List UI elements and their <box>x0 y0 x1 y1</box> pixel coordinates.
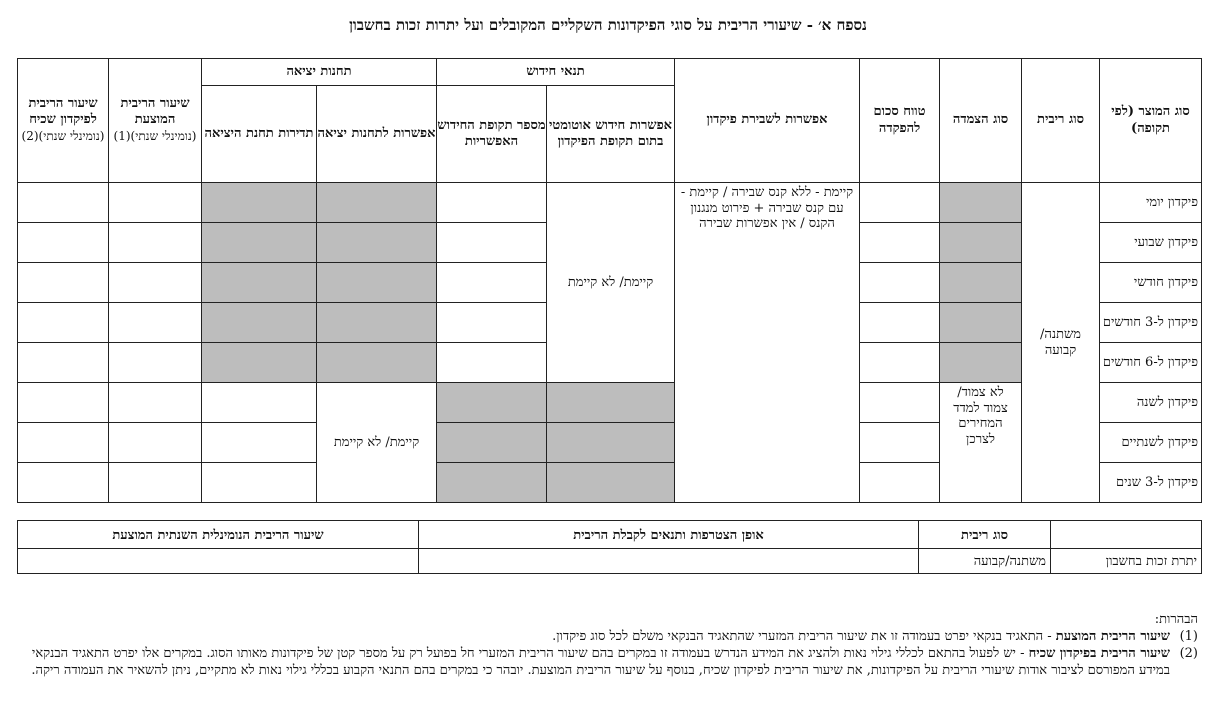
cell-linkage-value: לא צמוד/ צמוד למדד המחירים לצרכן <box>940 383 1022 503</box>
cell-exit-option <box>317 223 437 263</box>
cell-renewal-value: קיימת/ לא קיימת <box>547 183 675 383</box>
note-term: שיעור הריבית המוצעת <box>1055 628 1170 644</box>
header-break-option: אפשרות לשבירת פיקדון <box>675 59 860 183</box>
cell-product: פיקדון ל-6 חודשים <box>1100 343 1202 383</box>
page-title: נספח א׳ - שיעורי הריבית על סוגי הפיקדונות השקליים המקובלים ועל יתרות זכות בחשבון <box>349 16 867 34</box>
cell-exit-frequency <box>202 343 317 383</box>
cell-offered-rate <box>109 223 202 263</box>
cell-renewal-count <box>437 423 547 463</box>
note-number: (2) <box>1179 645 1198 661</box>
header-linkage: סוג הצמדה <box>940 59 1022 183</box>
table-row <box>18 183 1202 223</box>
cell-renewal-count <box>437 383 547 423</box>
header-renewal-count: מספר תקופת החידוש האפשריות <box>437 86 547 183</box>
header-interest-type: סוג ריבית <box>1022 59 1100 183</box>
note-text <box>3 646 1170 680</box>
cell-fixed-rate <box>18 223 109 263</box>
cell-deposit-range <box>860 423 940 463</box>
note-2 <box>3 646 1198 680</box>
cell-linkage <box>940 183 1022 223</box>
note-term: שיעור הריבית בפיקדון שכיח <box>1028 645 1170 661</box>
cell-exit-option <box>317 263 437 303</box>
cell-join-terms <box>419 549 919 574</box>
table-row <box>18 549 1202 574</box>
cell-exit-frequency <box>202 183 317 223</box>
cell-fixed-rate <box>18 463 109 503</box>
cell-renewal-auto <box>547 383 675 423</box>
cell-renewal-count <box>437 223 547 263</box>
clarifications <box>3 612 1198 680</box>
clarifications-heading: הבהרות: <box>1154 612 1198 627</box>
header-exit-frequency: תדירות תחנת היציאה <box>202 86 317 183</box>
cell-renewal-auto <box>547 423 675 463</box>
note-body: - התאגיד בנקאי יפרט בעמודה זו את שיעור הריבית המזערי שהתאגיד הבנקאי משלם לכל סוג פיקדון. <box>552 628 1056 644</box>
cell-fixed-rate <box>18 423 109 463</box>
cell-deposit-range <box>860 383 940 423</box>
cell-fixed-rate <box>18 383 109 423</box>
header-renewal-group: תנאי חידוש <box>437 59 675 86</box>
cell-deposit-range <box>860 303 940 343</box>
cell-exit-option <box>317 343 437 383</box>
cell-offered-rate <box>109 383 202 423</box>
cell-exit-frequency <box>202 303 317 343</box>
cell-renewal-auto <box>547 463 675 503</box>
cell-fixed-rate <box>18 263 109 303</box>
cell-exit-frequency <box>202 383 317 423</box>
cell-linkage <box>940 303 1022 343</box>
cell-offered-rate <box>109 343 202 383</box>
cell-offered-rate <box>109 423 202 463</box>
cell-exit-option <box>317 183 437 223</box>
cell-offered-rate <box>109 183 202 223</box>
cell-renewal-count <box>437 183 547 223</box>
cell-linkage <box>940 223 1022 263</box>
cell-product: פיקדון יומי <box>1100 183 1202 223</box>
cell-renewal-count <box>437 303 547 343</box>
cell-deposit-range <box>860 343 940 383</box>
cell-renewal-count <box>437 343 547 383</box>
cell-offered-rate <box>109 263 202 303</box>
cell-exit-frequency <box>202 223 317 263</box>
cell-product: פיקדון חודשי <box>1100 263 1202 303</box>
cell-exit-option <box>317 303 437 343</box>
header-fixed-rate: שיעור הריבית לפיקדון שכיח (נומינלי שנתי)(2) <box>18 59 109 183</box>
header-deposit-range: טווח סכום להפקדה <box>860 59 940 183</box>
cell-linkage <box>940 263 1022 303</box>
header-offered-rate: שיעור הריבית המוצעת (נומינלי שנתי)(1) <box>109 59 202 183</box>
cell-fixed-rate <box>18 303 109 343</box>
cell-renewal-count <box>437 263 547 303</box>
interest-rates-table <box>17 58 1202 503</box>
header-nominal-rate: שיעור הריבית הנומינלית השנתית המוצעת <box>18 521 419 549</box>
header-join-terms: אופן הצטרפות ותנאים לקבלת הריבית <box>419 521 919 549</box>
cell-deposit-range <box>860 223 940 263</box>
cell-interest-type-value: משתנה/ קבועה <box>1022 183 1100 503</box>
cell-exit-frequency <box>202 263 317 303</box>
note-1 <box>3 629 1198 646</box>
cell-balance-label: יתרת זכות בחשבון <box>1051 549 1202 574</box>
cell-renewal-count <box>437 463 547 503</box>
note-text <box>3 629 1170 646</box>
cell-offered-rate <box>109 463 202 503</box>
header-exit-option: אפשרות לתחנות יציאה <box>317 86 437 183</box>
note-body: - יש לפעול בהתאם לכללי גילוי נאות ולהציג את המידע הנדרש בעמודה זו במקרים בהם שיעור הריבית המזערי חל בפועל רק על מספר קטן של פיקדונות מאותו הסוג. במקרים אלו יפרט התאגיד הבנקאי במידע המפורסם לציבור אודות שיעורי הריבית על הפיקדונות, את שיעור הריבית לפיקדון שכיח, בנוסף על שיעור הריבית המוצעת. יובהר כי במקרים בהם התנאי הקבוע בכללי גילוי נאות לא מתקיים, ניתן להשאיר את העמודה ריקה. <box>31 645 1170 678</box>
header-blank <box>1051 521 1202 549</box>
cell-break-value: קיימת - ללא קנס שבירה / קיימת - עם קנס שבירה + פירוט מנגנון הקנס / אין אפשרות שבירה <box>675 183 860 503</box>
note-number: (1) <box>1179 628 1198 644</box>
header-product: סוג המוצר (לפי תקופה) <box>1100 59 1202 183</box>
header-exit-group: תחנות יציאה <box>202 59 437 86</box>
cell-offered-rate <box>109 303 202 343</box>
cell-deposit-range <box>860 463 940 503</box>
cell-linkage <box>940 343 1022 383</box>
header-renewal-auto: אפשרות חידוש אוטומטי בתום תקופת הפיקדון <box>547 86 675 183</box>
cell-product: פיקדון ל-3 חודשים <box>1100 303 1202 343</box>
cell-deposit-range <box>860 183 940 223</box>
cell-product: פיקדון ל-3 שנים <box>1100 463 1202 503</box>
cell-nominal-rate <box>18 549 419 574</box>
header-balance-interest-type: סוג ריבית <box>919 521 1051 549</box>
cell-fixed-rate <box>18 343 109 383</box>
cell-fixed-rate <box>18 183 109 223</box>
cell-product: פיקדון שבועי <box>1100 223 1202 263</box>
cell-exit-frequency <box>202 423 317 463</box>
cell-deposit-range <box>860 263 940 303</box>
cell-product: פיקדון לשנתיים <box>1100 423 1202 463</box>
cell-exit-value: קיימת/ לא קיימת <box>317 383 437 503</box>
cell-exit-frequency <box>202 463 317 503</box>
cell-balance-interest-type: משתנה/קבועה <box>919 549 1051 574</box>
cell-product: פיקדון לשנה <box>1100 383 1202 423</box>
credit-balance-table <box>17 520 1202 574</box>
